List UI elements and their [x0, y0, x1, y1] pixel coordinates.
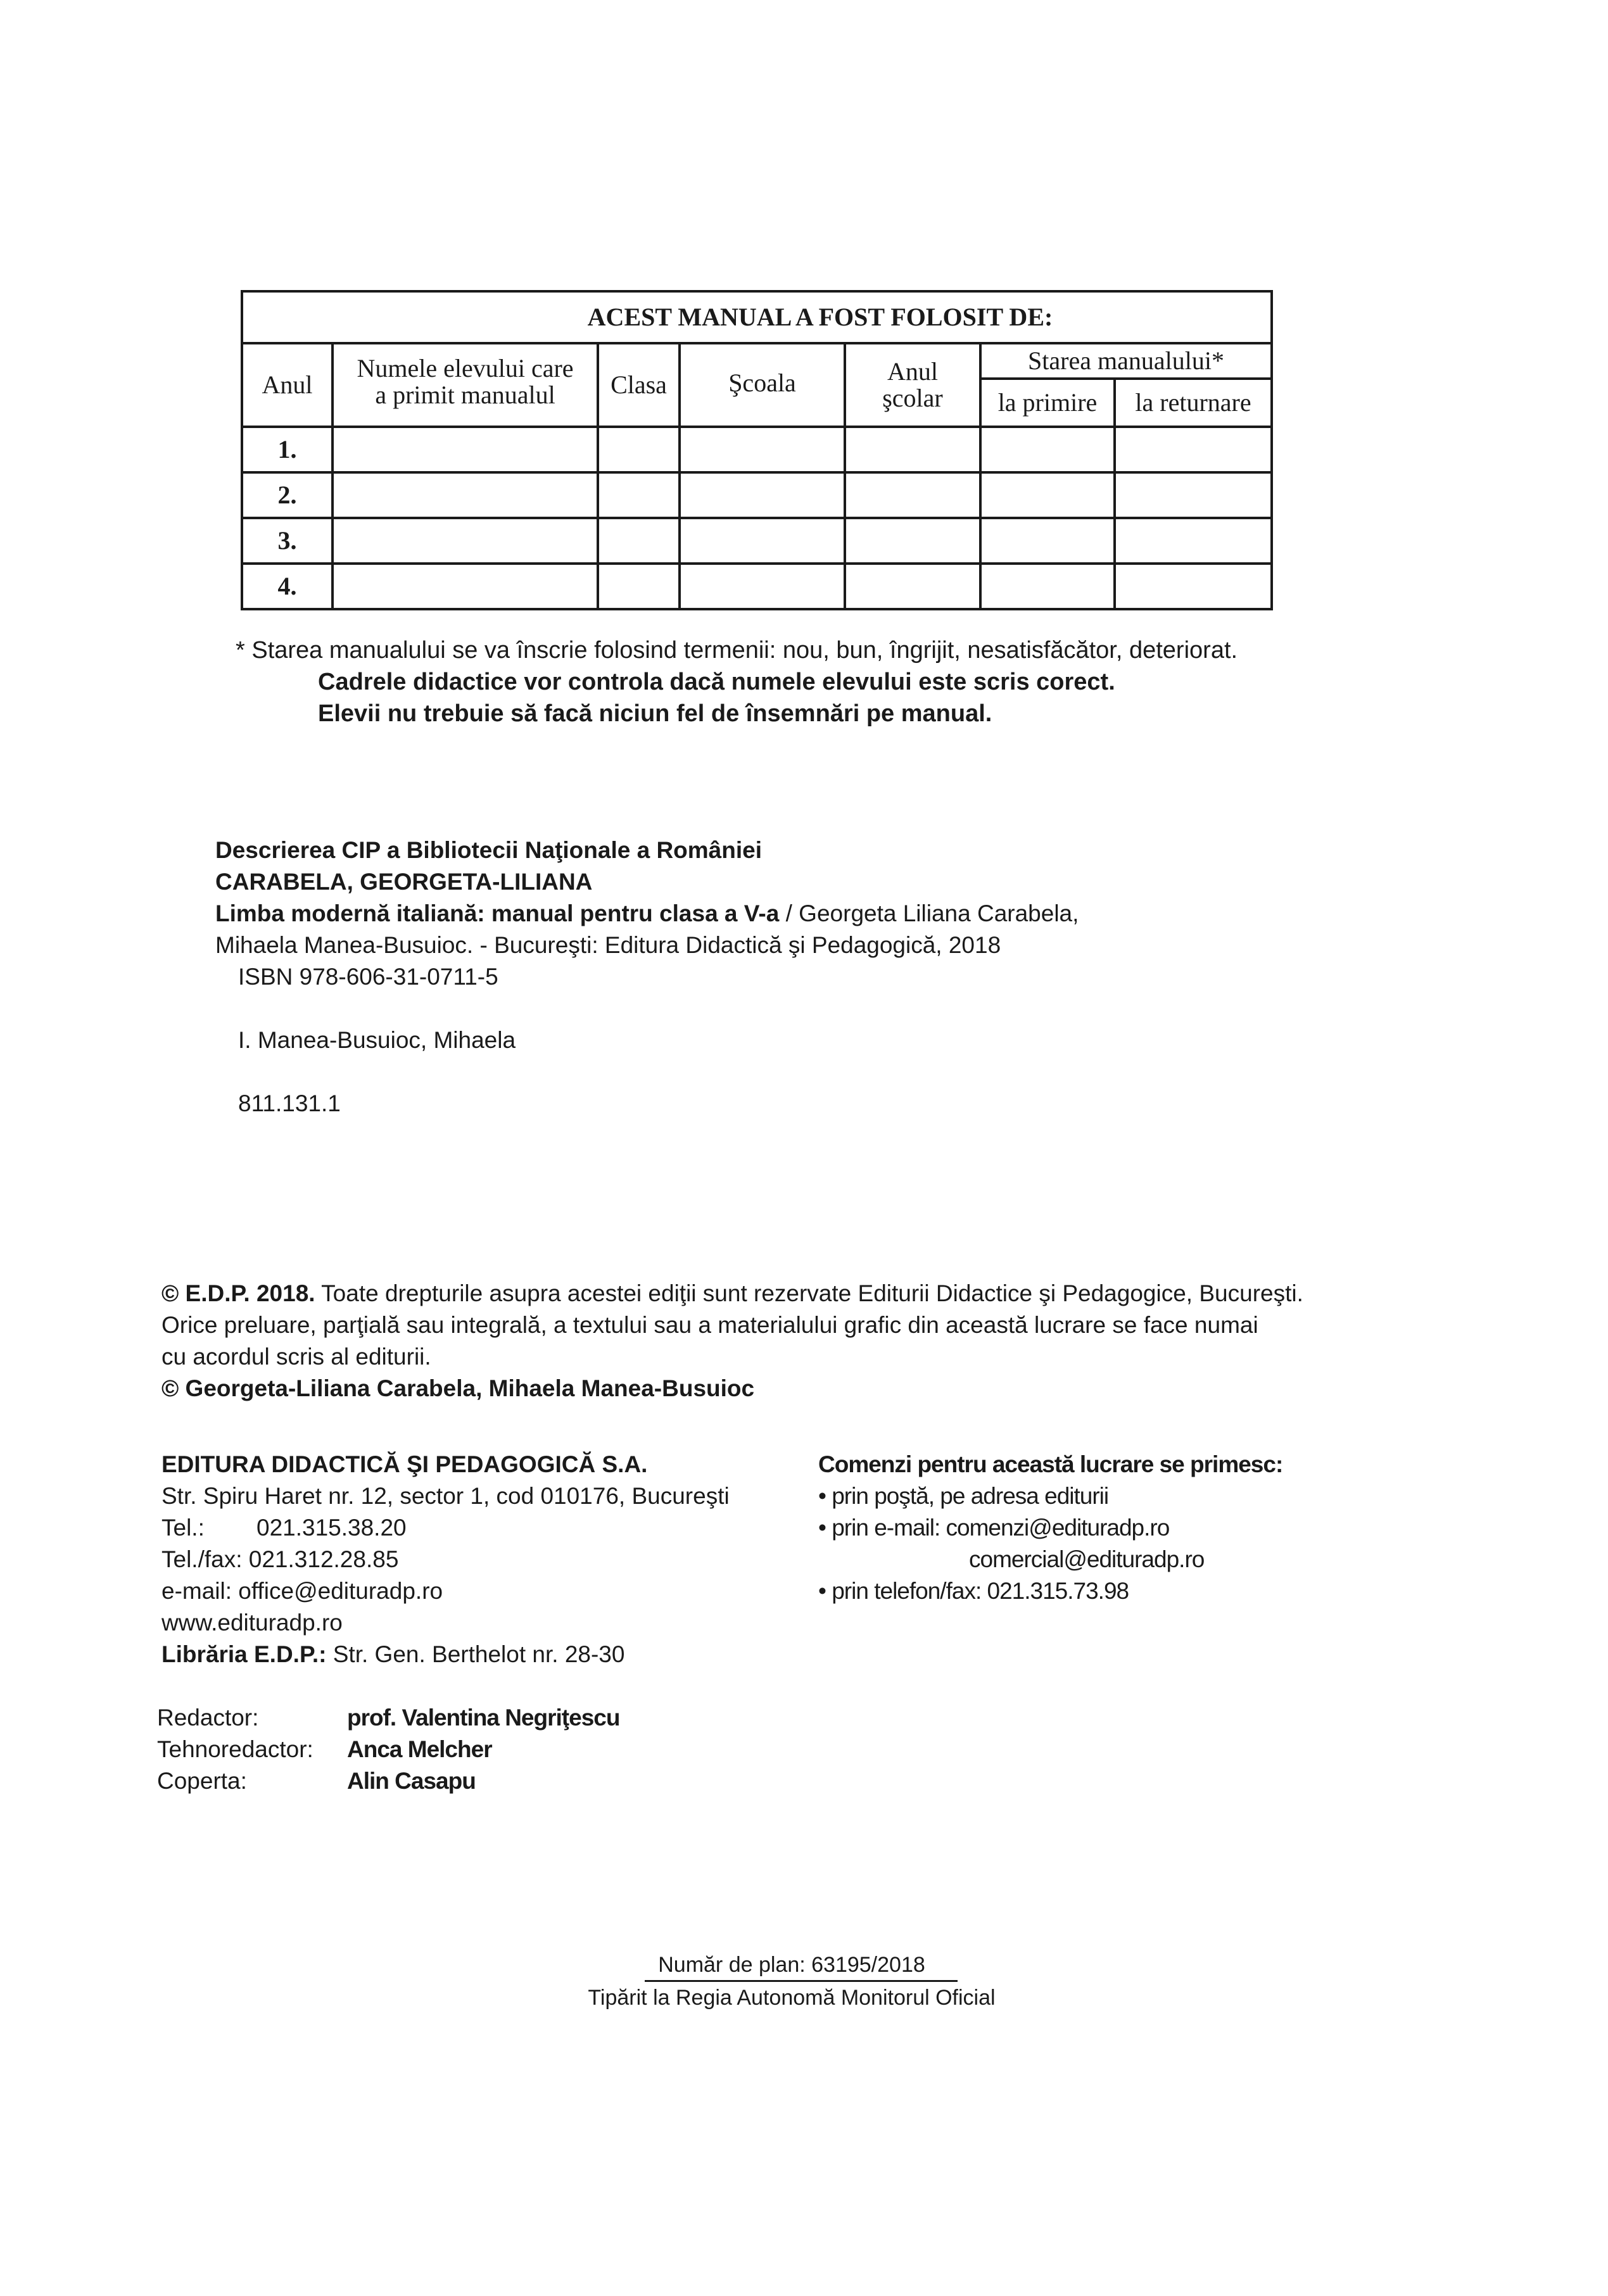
footnote-students-note: Elevii nu trebuie să facă niciun fel de însemnări pe manual.	[318, 700, 992, 727]
row-number: 3.	[242, 518, 332, 564]
header-anul-scolar-line2: şcolar	[882, 384, 943, 412]
cell-scoala	[680, 518, 845, 564]
plan-number: Număr de plan: 63195/2018	[658, 1953, 925, 1977]
bookstore-label: Librăria E.D.P.:	[161, 1641, 327, 1667]
table-row	[242, 427, 1272, 472]
orders-item-phone: • prin telefon/fax: 021.315.73.98	[818, 1578, 1129, 1604]
orders-item-email-secondary: comercial@edituradp.ro	[969, 1546, 1205, 1572]
cip-title-line	[215, 898, 1079, 930]
footnote-teachers-note: Cadrele didactice vor controla dacă numele elevului este scris corect.	[318, 669, 1115, 695]
table-row	[242, 472, 1272, 518]
header-starea-manualului: Starea manualului*	[980, 343, 1272, 379]
row-number: 1.	[242, 427, 332, 472]
header-nume-elev	[332, 343, 598, 427]
cell-la-primire	[980, 472, 1115, 518]
footnote-terms: * Starea manualului se va înscrie folosind termenii: nou, bun, îngrijit, nesatisfăcător, deteriorat.	[236, 637, 1238, 664]
copyright-line-3: cu acordul scris al editurii.	[161, 1344, 431, 1370]
header-nume-line2: a primit manualul	[375, 381, 555, 409]
cell-la-primire	[980, 518, 1115, 564]
cip-isbn: ISBN 978-606-31-0711-5	[238, 964, 498, 990]
cell-scoala	[680, 427, 845, 472]
cell-la-returnare	[1115, 564, 1272, 609]
cell-anul-scolar	[845, 427, 980, 472]
header-scoala: Şcoala	[680, 343, 845, 427]
credit-name-coperta: Alin Casapu	[347, 1768, 476, 1794]
cell-clasa	[598, 472, 680, 518]
cip-title-authors: / Georgeta Liliana Carabela,	[779, 900, 1079, 926]
cell-anul-scolar	[845, 518, 980, 564]
orders-item-post: • prin poştă, pe adresa editurii	[818, 1483, 1109, 1509]
cell-nume	[332, 472, 598, 518]
credit-name-redactor: prof. Valentina Negriţescu	[347, 1705, 620, 1731]
footer-rule	[645, 1980, 958, 1982]
textbook-usage-table	[241, 290, 1273, 610]
cell-la-returnare	[1115, 518, 1272, 564]
header-la-primire: la primire	[980, 379, 1115, 427]
table-row	[242, 518, 1272, 564]
orders-heading: Comenzi pentru această lucrare se primesc:	[818, 1451, 1283, 1477]
cell-la-primire	[980, 427, 1115, 472]
tel-value: 021.315.38.20	[256, 1515, 407, 1541]
copyright-line-2: Orice preluare, parţială sau integrală, a textului sau a materialului grafic din această lucrare se face numai	[161, 1312, 1258, 1338]
cell-clasa	[598, 427, 680, 472]
copyright-line-1	[161, 1278, 1303, 1309]
cell-clasa	[598, 518, 680, 564]
publisher-website: www.edituradp.ro	[161, 1610, 343, 1636]
header-anul: Anul	[242, 343, 332, 427]
cell-nume	[332, 518, 598, 564]
cip-publication-info: Mihaela Manea-Busuioc. - Bucureşti: Editura Didactică şi Pedagogică, 2018	[215, 932, 1001, 958]
credit-role-redactor: Redactor:	[157, 1705, 259, 1731]
cip-heading: Descrierea CIP a Bibliotecii Naţionale a României	[215, 837, 762, 863]
cell-anul-scolar	[845, 472, 980, 518]
header-anul-scolar	[845, 343, 980, 427]
row-number: 4.	[242, 564, 332, 609]
cell-anul-scolar	[845, 564, 980, 609]
publisher-email: e-mail: office@edituradp.ro	[161, 1578, 443, 1604]
cell-la-primire	[980, 564, 1115, 609]
header-nume-line1: Numele elevului care	[357, 354, 574, 382]
cell-scoala	[680, 564, 845, 609]
cip-book-title: Limba modernă italiană: manual pentru clasa a V-a	[215, 900, 780, 926]
table-row	[242, 564, 1272, 609]
cip-coauthor: I. Manea-Busuioc, Mihaela	[238, 1027, 516, 1053]
copyright-rights-text: Toate drepturile asupra acestei ediţii sunt rezervate Editurii Didactice şi Pedagogice, Bucureşti.	[315, 1280, 1303, 1306]
printer-info: Tipărit la Regia Autonomă Monitorul Oficial	[588, 1986, 996, 2010]
cip-author: CARABELA, GEORGETA-LILIANA	[215, 869, 593, 895]
header-clasa: Clasa	[598, 343, 680, 427]
header-anul-scolar-line1: Anul	[887, 357, 938, 386]
cip-udc-code: 811.131.1	[238, 1090, 341, 1116]
cell-nume	[332, 564, 598, 609]
orders-item-email: • prin e-mail: comenzi@edituradp.ro	[818, 1515, 1170, 1541]
header-la-returnare: la returnare	[1115, 379, 1272, 427]
copyright-edp-prefix: © E.D.P. 2018.	[161, 1280, 315, 1306]
cell-la-returnare	[1115, 472, 1272, 518]
cell-clasa	[598, 564, 680, 609]
credit-role-coperta: Coperta:	[157, 1768, 247, 1794]
credit-role-tehnoredactor: Tehnoredactor:	[157, 1736, 313, 1762]
publisher-address: Str. Spiru Haret nr. 12, sector 1, cod 010176, Bucureşti	[161, 1483, 730, 1509]
row-number: 2.	[242, 472, 332, 518]
publisher-telfax: Tel./fax: 021.312.28.85	[161, 1546, 399, 1572]
publisher-name: EDITURA DIDACTICĂ ŞI PEDAGOGICĂ S.A.	[161, 1451, 648, 1477]
publisher-bookstore	[161, 1639, 624, 1670]
copyright-authors: © Georgeta-Liliana Carabela, Mihaela Manea-Busuioc	[161, 1375, 755, 1401]
publisher-tel	[161, 1512, 407, 1544]
bookstore-address: Str. Gen. Berthelot nr. 28-30	[326, 1641, 625, 1667]
cell-nume	[332, 427, 598, 472]
tel-label: Tel.:	[161, 1515, 205, 1541]
credit-name-tehnoredactor: Anca Melcher	[347, 1736, 492, 1762]
cell-scoala	[680, 472, 845, 518]
cell-la-returnare	[1115, 427, 1272, 472]
table-title: ACEST MANUAL A FOST FOLOSIT DE:	[242, 291, 1272, 343]
